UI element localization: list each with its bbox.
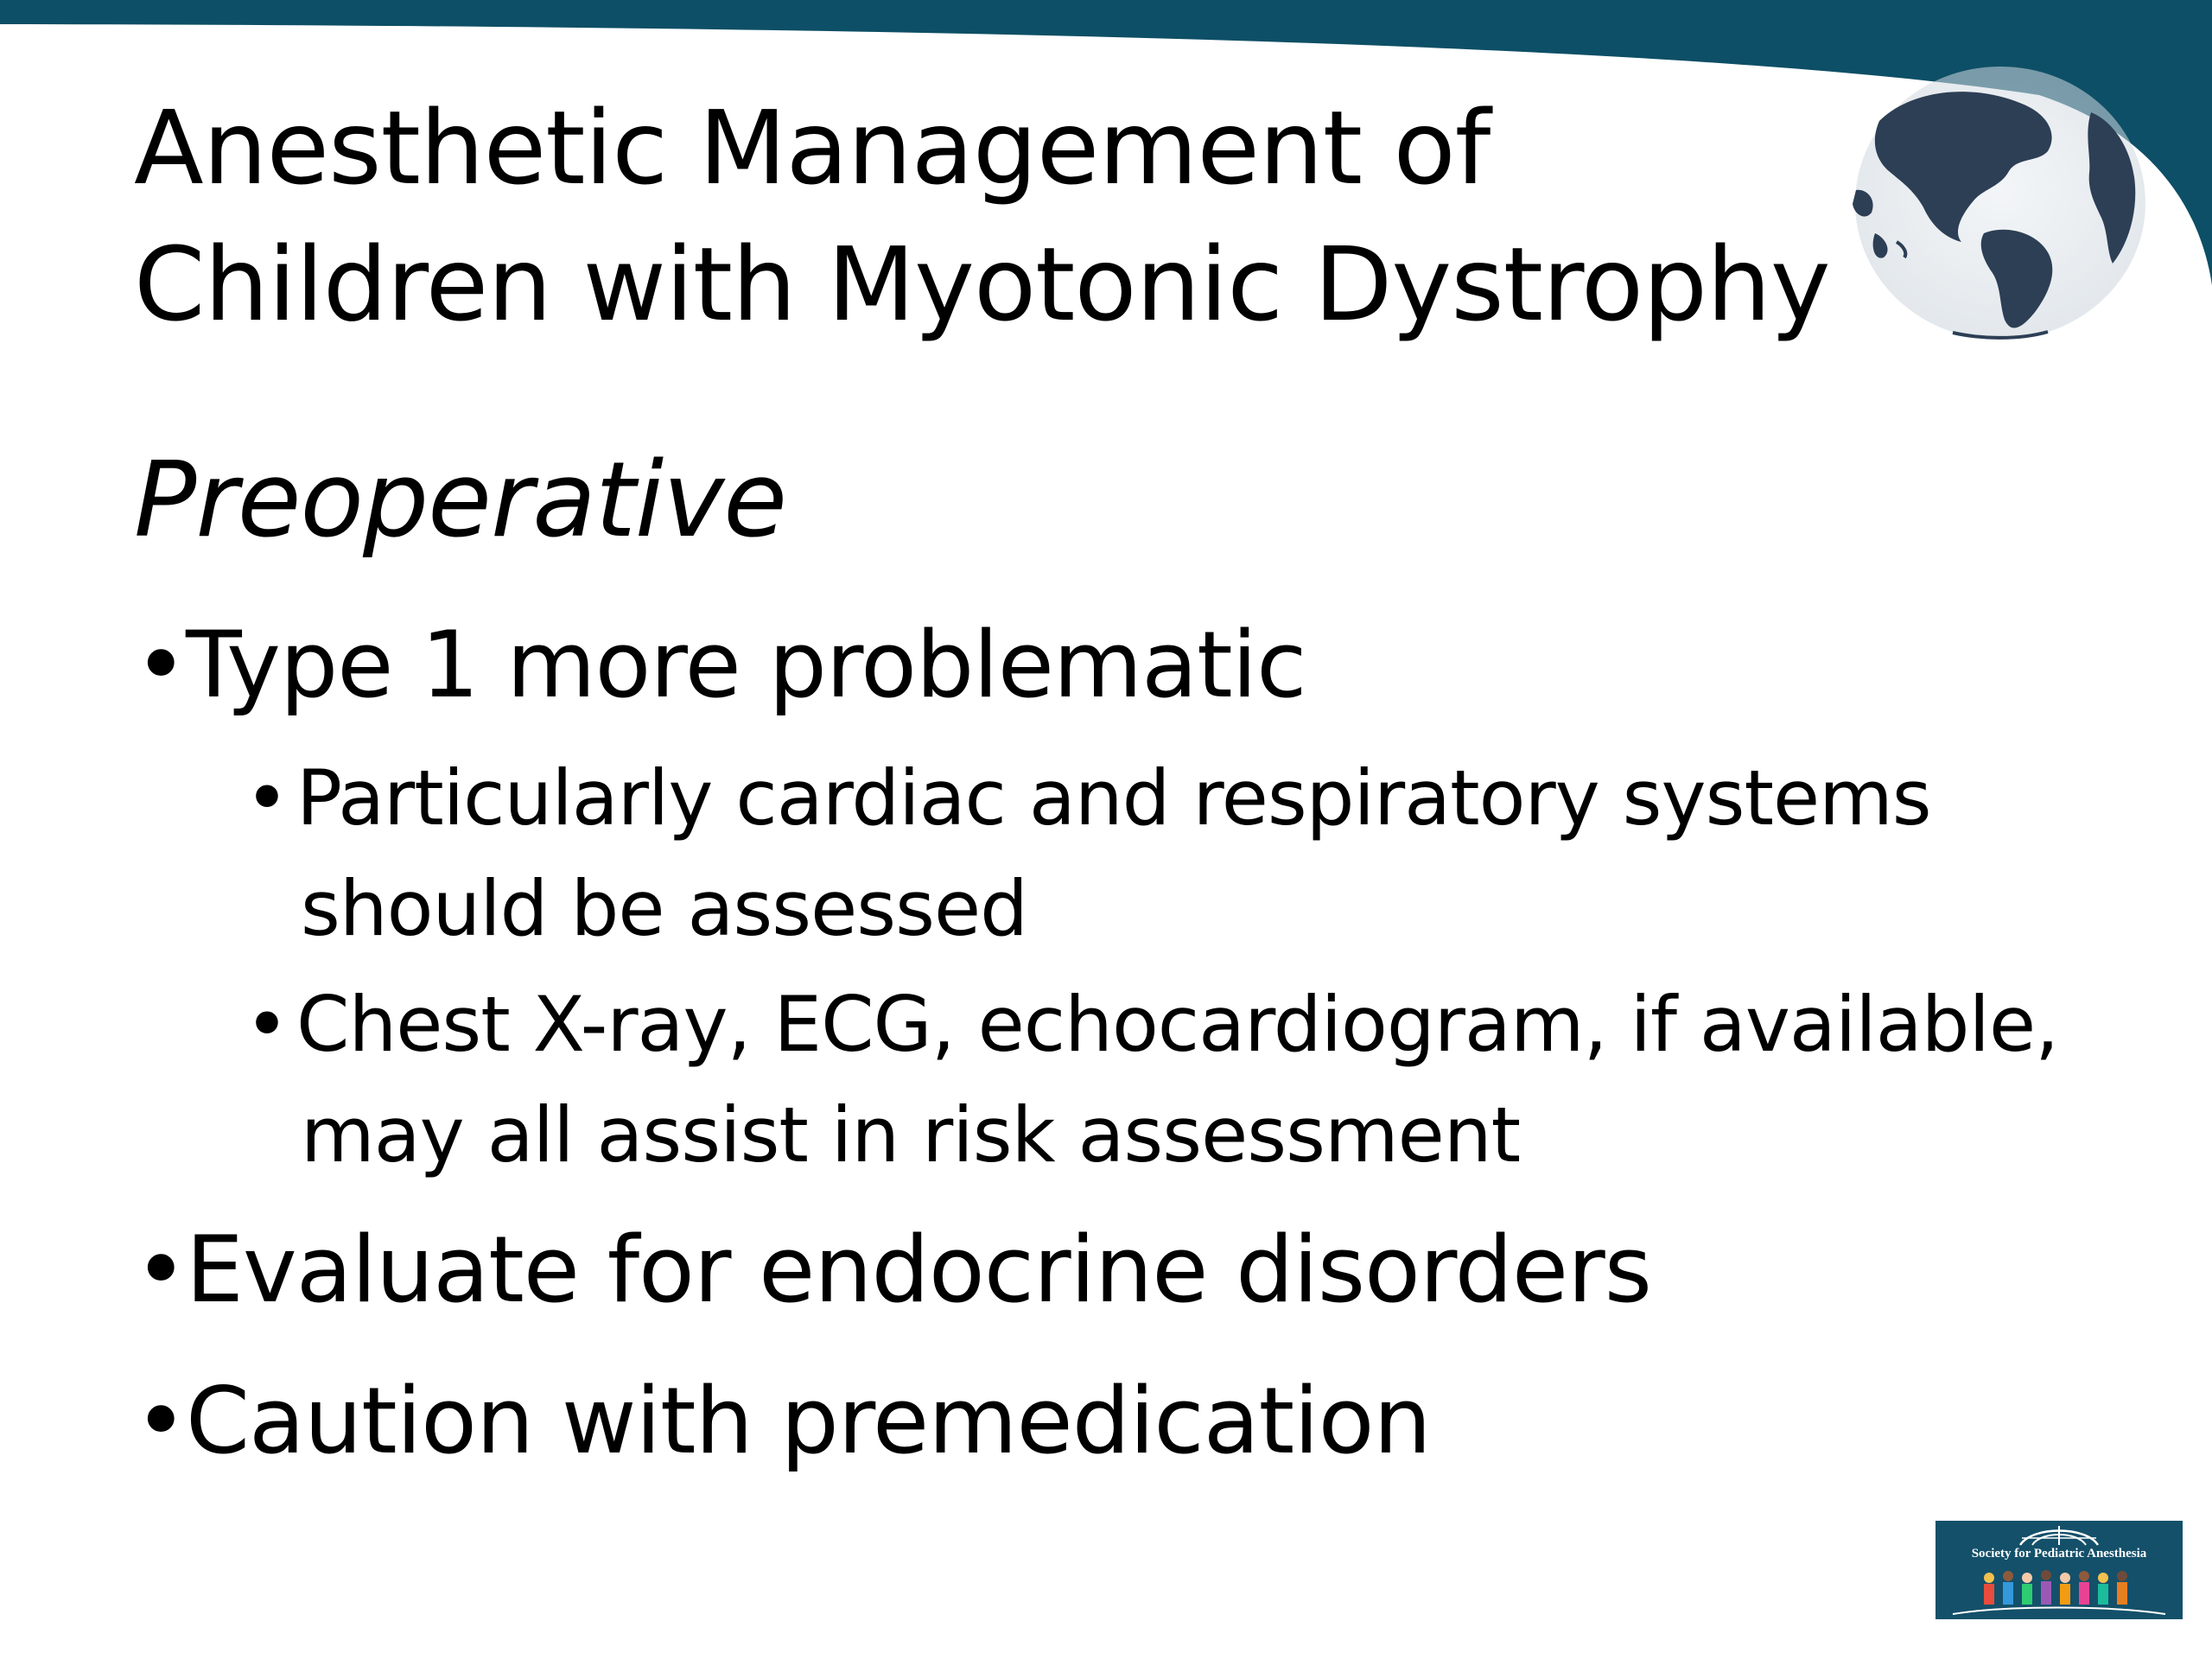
sub-bullet-text: Chest X-ray, ECG, echocardiogram, if available,	[296, 980, 2059, 1069]
bullet-icon: •	[134, 1368, 188, 1474]
globe-icon	[1832, 60, 2169, 346]
sub-bullet-text: Particularly cardiac and respiratory systems	[296, 753, 1931, 842]
section-subtitle: Preoperative	[134, 441, 787, 561]
bullet-icon: •	[245, 753, 289, 842]
sub-bullet-line-cont: may all assist in risk assessment	[301, 1090, 1521, 1179]
bullet-icon: •	[134, 612, 188, 718]
title-line-1: Anesthetic Management of	[134, 88, 1491, 207]
bullet-item	[134, 1365, 1431, 1478]
bullet-item	[134, 1214, 1651, 1326]
sub-bullet-line	[245, 743, 1931, 854]
sub-bullet-line	[245, 969, 2058, 1080]
bullet-icon: •	[134, 1217, 188, 1323]
bullet-text: Caution with premedication	[186, 1368, 1431, 1474]
logo-text: Society for Pediatric Anesthesia	[1971, 1547, 2147, 1560]
bullet-icon: •	[245, 980, 289, 1069]
sub-bullet-item	[245, 743, 1931, 964]
bullet-text: Type 1 more problematic	[186, 612, 1306, 718]
society-logo	[1936, 1521, 2183, 1619]
title-line-2: Children with Myotonic Dystrophy	[134, 225, 1830, 344]
logo-graphic	[1936, 1521, 2183, 1619]
sub-bullet-line-cont: should be assessed	[301, 864, 1027, 953]
sub-bullet-item	[245, 969, 2058, 1191]
slide-title	[134, 79, 1830, 353]
bullet-text: Evaluate for endocrine disorders	[186, 1217, 1651, 1323]
bullet-item	[134, 609, 1306, 721]
